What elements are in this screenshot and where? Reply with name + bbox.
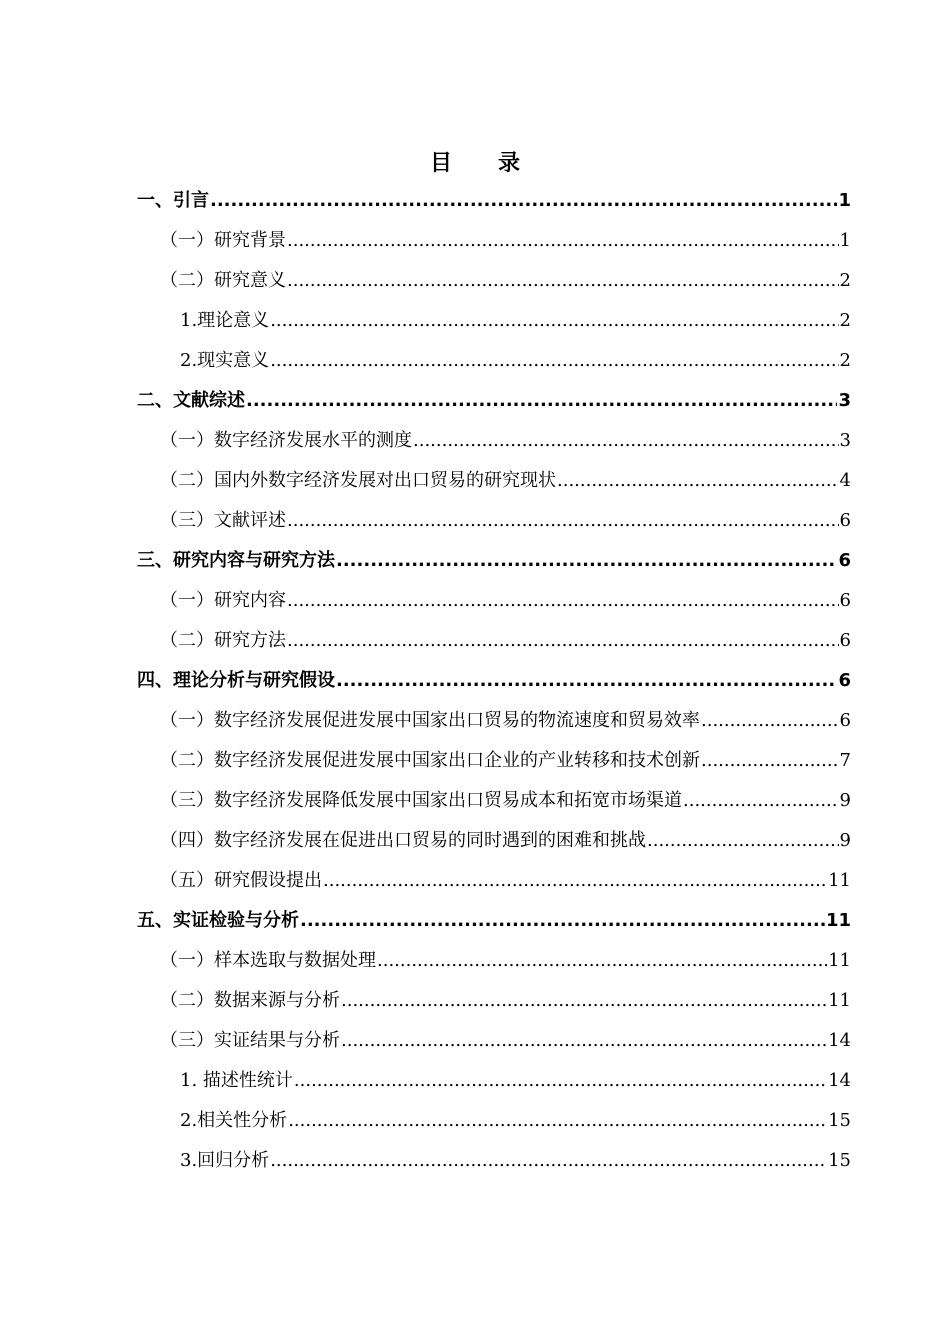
- toc-heading-char-2: 录: [498, 151, 521, 176]
- toc-entry-label: （三）文献评述: [160, 510, 286, 531]
- toc-entry-label: （二）研究方法: [160, 630, 286, 651]
- toc-entry-page: 6: [839, 510, 851, 531]
- dot-leader: [270, 301, 838, 341]
- toc-entry-label: 二、文献综述: [137, 390, 245, 411]
- toc-entry-page: 11: [828, 870, 851, 891]
- toc-entry-label: （二）数字经济发展促进发展中国家出口企业的产业转移和技术创新: [160, 750, 700, 771]
- dot-leader: [287, 581, 839, 621]
- toc-entry-label: （一）数字经济发展促进发展中国家出口贸易的物流速度和贸易效率: [160, 710, 700, 731]
- dot-leader: [210, 181, 837, 221]
- toc-entry[interactable]: [160, 781, 851, 821]
- toc-entry-page: 6: [838, 670, 851, 691]
- toc-entry-page: 6: [839, 710, 851, 731]
- toc-entry-label: （三）数字经济发展降低发展中国家出口贸易成本和拓宽市场渠道: [160, 790, 682, 811]
- toc-entry[interactable]: [160, 621, 851, 661]
- toc-entry-label: （二）国内外数字经济发展对出口贸易的研究现状: [160, 470, 556, 491]
- dot-leader: [701, 741, 839, 781]
- toc-entry[interactable]: [160, 421, 851, 461]
- toc-entry[interactable]: [137, 181, 851, 221]
- toc-entry-page: 3: [839, 430, 851, 451]
- toc-entry-label: （五）研究假设提出: [160, 870, 322, 891]
- toc-heading: [0, 146, 950, 177]
- dot-leader: [287, 221, 839, 261]
- dot-leader: [413, 421, 839, 461]
- toc-entry-page: 2: [839, 310, 851, 331]
- dot-leader: [270, 341, 838, 381]
- dot-leader: [287, 501, 839, 541]
- dot-leader: [647, 821, 839, 861]
- toc-entry-label: 五、实证检验与分析: [137, 910, 299, 931]
- dot-leader: [701, 701, 839, 741]
- toc-entry-page: 6: [839, 590, 851, 611]
- toc-entry[interactable]: [160, 981, 851, 1021]
- toc-entry[interactable]: [160, 581, 851, 621]
- toc-entry[interactable]: [137, 381, 851, 421]
- toc-entry[interactable]: [160, 741, 851, 781]
- toc-entry-label: （一）样本选取与数据处理: [160, 950, 376, 971]
- dot-leader: [377, 941, 827, 981]
- toc-entry-page: 11: [828, 950, 851, 971]
- toc-entry[interactable]: [160, 221, 851, 261]
- toc-entry-label: （二）数据来源与分析: [160, 990, 340, 1011]
- toc-entry-page: 4: [839, 470, 851, 491]
- toc-entry[interactable]: [180, 301, 851, 341]
- toc-entry[interactable]: [160, 861, 851, 901]
- toc-entry[interactable]: [160, 701, 851, 741]
- dot-leader: [270, 1141, 827, 1181]
- toc-entry[interactable]: [160, 461, 851, 501]
- toc-entry-page: 3: [838, 390, 851, 411]
- toc-entry-label: （二）研究意义: [160, 270, 286, 291]
- dot-leader: [300, 901, 825, 941]
- dot-leader: [683, 781, 839, 821]
- toc-entry-label: （四）数字经济发展在促进出口贸易的同时遇到的困难和挑战: [160, 830, 646, 851]
- dot-leader: [557, 461, 839, 501]
- toc-entry[interactable]: [137, 661, 851, 701]
- dot-leader: [287, 621, 839, 661]
- toc-entry[interactable]: [180, 1141, 851, 1181]
- toc-entry[interactable]: [160, 941, 851, 981]
- toc-entry[interactable]: [180, 1101, 851, 1141]
- dot-leader: [336, 661, 837, 701]
- toc-entry-page: 14: [828, 1070, 851, 1091]
- toc-entry[interactable]: [160, 501, 851, 541]
- toc-entry-page: 1: [839, 230, 851, 251]
- toc-entry-label: 三、研究内容与研究方法: [137, 550, 335, 571]
- toc-entry-page: 6: [838, 550, 851, 571]
- toc-entry-page: 11: [825, 910, 851, 931]
- toc-entry-page: 1: [838, 190, 851, 211]
- toc-entry-label: 四、理论分析与研究假设: [137, 670, 335, 691]
- toc-entry-label: 1. 描述性统计: [180, 1070, 293, 1091]
- toc-entry-label: 2.现实意义: [180, 350, 270, 371]
- toc-heading-char-1: 目: [429, 151, 452, 176]
- toc-entry-page: 15: [828, 1150, 851, 1171]
- toc-entry-page: 9: [839, 790, 851, 811]
- toc-entry-page: 14: [828, 1030, 851, 1051]
- toc-entry-label: 3.回归分析: [180, 1150, 270, 1171]
- toc-entry-page: 7: [839, 750, 851, 771]
- toc-entry-label: 1.理论意义: [180, 310, 270, 331]
- toc-entry-page: 2: [839, 270, 851, 291]
- toc-entry[interactable]: [160, 261, 851, 301]
- toc-entry-label: （三）实证结果与分析: [160, 1030, 340, 1051]
- toc-entry-label: 2.相关性分析: [180, 1110, 288, 1131]
- toc-entry[interactable]: [180, 341, 851, 381]
- dot-leader: [341, 981, 827, 1021]
- toc-entry-page: 6: [839, 630, 851, 651]
- toc-entry-label: （一）研究内容: [160, 590, 286, 611]
- toc-entry-label: （一）数字经济发展水平的测度: [160, 430, 412, 451]
- toc-entry[interactable]: [180, 1061, 851, 1101]
- toc-entry-label: （一）研究背景: [160, 230, 286, 251]
- dot-leader: [336, 541, 837, 581]
- dot-leader: [341, 1021, 827, 1061]
- toc-entry[interactable]: [137, 901, 851, 941]
- dot-leader: [323, 861, 827, 901]
- toc-entry-label: 一、引言: [137, 190, 209, 211]
- toc-entry[interactable]: [160, 821, 851, 861]
- dot-leader: [246, 381, 837, 421]
- dot-leader: [288, 1101, 827, 1141]
- toc-entry-page: 2: [839, 350, 851, 371]
- dot-leader: [294, 1061, 827, 1101]
- toc-entry-page: 9: [839, 830, 851, 851]
- dot-leader: [287, 261, 839, 301]
- toc-entry[interactable]: [137, 541, 851, 581]
- toc-entry-page: 15: [828, 1110, 851, 1131]
- toc-entry-page: 11: [828, 990, 851, 1011]
- toc-entry[interactable]: [160, 1021, 851, 1061]
